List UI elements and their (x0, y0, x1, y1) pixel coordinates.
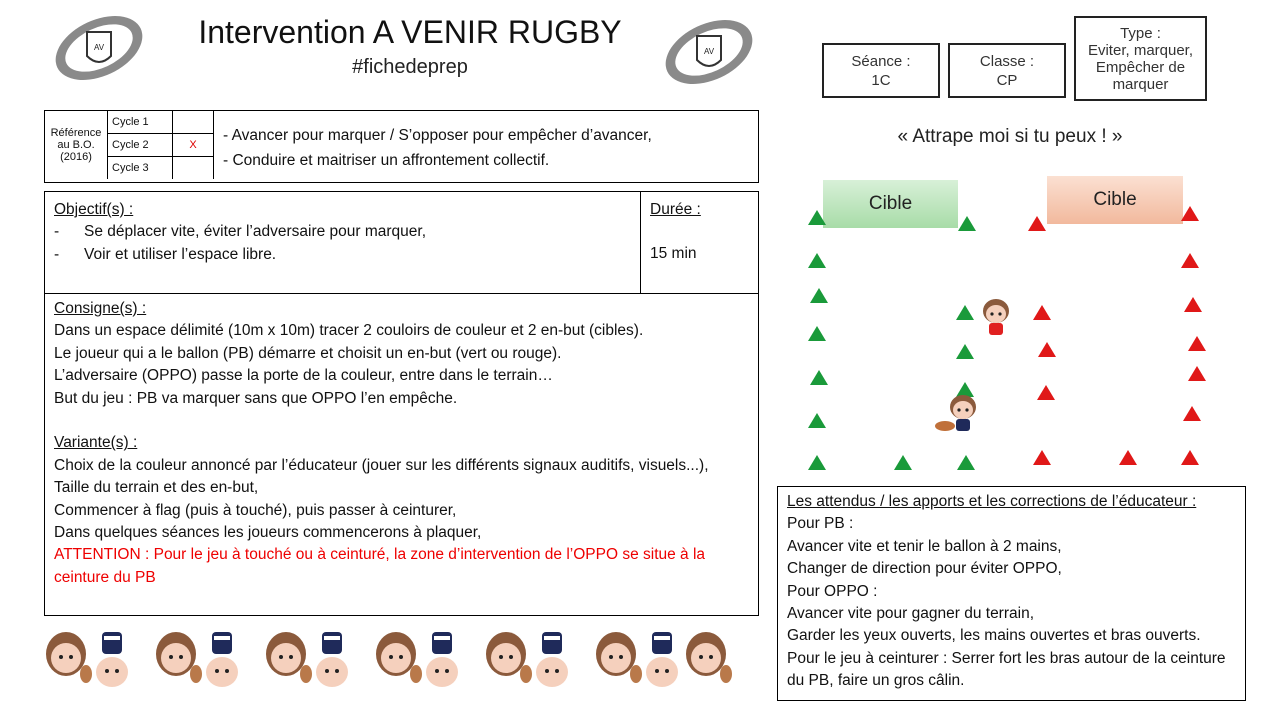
green-cone (958, 216, 976, 231)
attendus-line: Changer de direction pour éviter OPPO, (787, 560, 1062, 578)
competence-line: - Conduire et maitriser un affrontement collectif. (223, 152, 550, 169)
page-title: Intervention A VENIR RUGBY (198, 14, 622, 50)
svg-text:AV: AV (703, 47, 715, 56)
type-box: Type : Eviter, marquer, Empêcher de marquer (1074, 16, 1207, 101)
main-block (44, 191, 759, 616)
duree-section (650, 199, 701, 266)
attendus-content (787, 491, 1242, 693)
red-cone (1183, 406, 1201, 421)
seance-box: Séance : 1C (822, 43, 940, 98)
cycle-2: Cycle 2 (108, 134, 173, 157)
red-cone (1119, 450, 1137, 465)
field-diagram (795, 170, 1225, 480)
red-cone (1033, 450, 1051, 465)
competence-line: - Avancer pour marquer / S’opposer pour empêcher d’avancer, (223, 127, 652, 144)
objectifs-section (54, 199, 634, 266)
red-cone (1028, 216, 1046, 231)
cible-red: Cible (1047, 176, 1183, 224)
attendus-block (777, 486, 1246, 701)
attendus-line: Avancer vite pour gagner du terrain, (787, 605, 1035, 623)
consignes-title: Consigne(s) : (54, 300, 147, 317)
attendus-line: Pour OPPO : (787, 582, 878, 600)
red-cone (1188, 366, 1206, 381)
rugby-ball-logo-right (660, 16, 758, 88)
consigne-line: Le joueur qui a le ballon (PB) démarre et choisit un en-but (vert ou rouge). (54, 344, 562, 362)
green-cone (808, 455, 826, 470)
red-cone (1181, 206, 1199, 221)
green-cone (810, 370, 828, 385)
green-cone (810, 288, 828, 303)
attendus-title: Les attendus / les apports et les corrections de l’éducateur : (787, 493, 1197, 510)
consigne-line: Dans un espace délimité (10m x 10m) tracer 2 couloirs de couleur et 2 en-but (cibles). (54, 322, 644, 340)
attendus-line: Pour le jeu à ceinturer : Serrer fort les bras autour de la ceinture du PB, faire un gros câlin. (787, 649, 1226, 690)
cycle-1: Cycle 1 (108, 111, 173, 134)
green-cone (956, 344, 974, 359)
objectif-item: - Voir et utiliser l’espace libre. (54, 245, 277, 263)
cycle-3-mark (173, 157, 214, 180)
red-cone (1184, 297, 1202, 312)
cycle-3: Cycle 3 (108, 157, 173, 180)
red-cone (1188, 336, 1206, 351)
players-decoration (44, 624, 759, 694)
duree-title: Durée : (650, 201, 701, 218)
green-cone (957, 455, 975, 470)
variantes-title: Variante(s) : (54, 434, 138, 452)
duree-value: 15 min (650, 245, 697, 263)
variante-line: Commencer à flag (puis à touché), puis passer à ceinturer, (54, 501, 457, 519)
reference-label: Référence au B.O. (2016) (45, 111, 108, 179)
green-cone (808, 253, 826, 268)
attention-warning: ATTENTION : Pour le jeu à touché ou à ceinturé, la zone d’intervention de l’OPPO se situe à la ceinture du PB (54, 546, 706, 586)
rugby-ball-logo-left (50, 12, 148, 84)
attendus-line: Pour PB : (787, 515, 854, 533)
game-name: « Attrape moi si tu peux ! » (897, 126, 1123, 147)
consignes-section (54, 298, 754, 589)
reference-block (44, 110, 759, 183)
red-cone (1181, 253, 1199, 268)
red-cone (1033, 305, 1051, 320)
green-cone (808, 210, 826, 225)
objectifs-title: Objectif(s) : (54, 201, 134, 218)
cycle-1-mark (173, 111, 214, 134)
green-cone (894, 455, 912, 470)
red-cone (1037, 385, 1055, 400)
cycle-table (45, 111, 214, 179)
objectif-item: - Se déplacer vite, éviter l’adversaire pour marquer, (54, 223, 427, 241)
classe-box: Classe : CP (948, 43, 1066, 98)
competences (223, 123, 652, 173)
pb-player-icon (933, 394, 981, 434)
cycle-2-mark: X (173, 134, 214, 157)
consigne-line: But du jeu : PB va marquer sans que OPPO l’en empêche. (54, 389, 458, 407)
attendus-line: Avancer vite et tenir le ballon à 2 mains, (787, 537, 1062, 555)
attendus-line: Garder les yeux ouverts, les mains ouvertes et bras ouverts. (787, 627, 1201, 645)
variante-line: Dans quelques séances les joueurs commencerons à plaquer, (54, 524, 482, 542)
hashtag-subtitle: #fichedeprep (352, 56, 468, 78)
svg-text:AV: AV (93, 43, 105, 52)
green-cone (956, 305, 974, 320)
green-cone (808, 413, 826, 428)
red-cone (1181, 450, 1199, 465)
consigne-line: L’adversaire (OPPO) passe la porte de la couleur, entre dans le terrain… (54, 367, 553, 385)
oppo-player-icon (978, 298, 1014, 338)
variante-line: Taille du terrain et des en-but, (54, 479, 259, 497)
red-cone (1038, 342, 1056, 357)
green-cone (808, 326, 826, 341)
variante-line: Choix de la couleur annoncé par l’éducateur (jouer sur les différents signaux auditifs, visuels...), (54, 456, 709, 474)
cible-green: Cible (823, 180, 958, 228)
